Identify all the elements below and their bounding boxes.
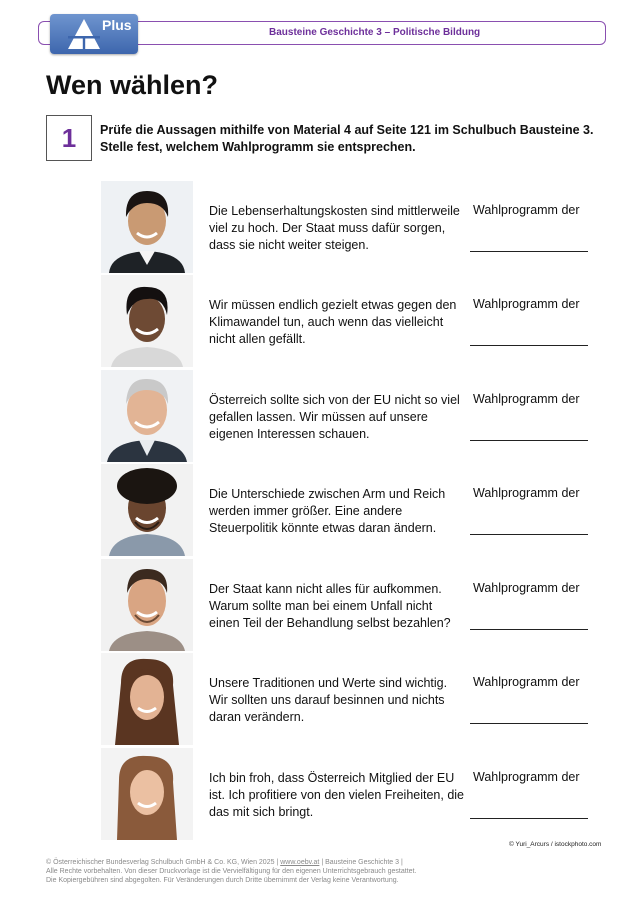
statement-row: [101, 748, 601, 840]
statement-text: Der Staat kann nicht alles für aufkommen. Warum sollte man bei einem Unfall nicht einen Teil der Behandlung selbst bezahlen?: [209, 582, 451, 630]
person-photo: [101, 748, 193, 840]
answer-blank-line[interactable]: [470, 629, 588, 630]
statement-text: Ich bin froh, dass Österreich Mitglied der EU ist. Ich profitiere von den vielen Freiheiten, die das mit sich bringt.: [209, 771, 464, 819]
footer-line-1-end: | Bausteine Geschichte 3 |: [319, 859, 403, 866]
answer-blank-line[interactable]: [470, 345, 588, 346]
statement-text: Wir müssen endlich gezielt etwas gegen den Klimawandel tun, auch wenn das vielleicht nicht allen gefällt.: [209, 298, 457, 346]
task-instruction: Prüfe die Aussagen mithilfe von Material 4 auf Seite 121 im Schulbuch Bausteine 3. Stelle fest, welchem Wahlprogramm sie entsprechen.: [100, 123, 594, 154]
statement-text: Österreich sollte sich von der EU nicht so viel gefallen lassen. Wir müssen auf unsere eigenen Interessen schauen.: [209, 393, 460, 441]
answer-blank-line[interactable]: [470, 440, 588, 441]
person-portrait-icon: [101, 275, 193, 367]
answer-label: Wahlprogramm der: [473, 486, 580, 500]
answer-label: Wahlprogramm der: [473, 203, 580, 217]
statement-row: [101, 370, 601, 462]
task-number-box: [46, 115, 92, 161]
person-photo: [101, 181, 193, 273]
answer-label: Wahlprogramm der: [473, 675, 580, 689]
answer-label: Wahlprogramm der: [473, 581, 580, 595]
statement-text: Unsere Traditionen und Werte sind wichtig. Wir sollten uns darauf besinnen und nichts daran verändern.: [209, 676, 448, 724]
task-number: 1: [61, 122, 77, 153]
publisher-website-link[interactable]: www.oebv.at: [280, 859, 320, 866]
answer-label: Wahlprogramm der: [473, 392, 580, 406]
answer-blank-line[interactable]: [470, 818, 588, 819]
copyright-footer: [46, 858, 466, 885]
logo-text: Plus: [102, 17, 132, 33]
statement-text: Die Unterschiede zwischen Arm und Reich werden immer größer. Eine andere Steuerpolitik könnte etwas daran ändern.: [209, 487, 446, 535]
person-photo: [101, 370, 193, 462]
person-photo: [101, 653, 193, 745]
footer-line-2: Alle Rechte vorbehalten. Von dieser Druckvorlage ist die Vervielfältigung für den eigenen Unterrichtsgebrauch gestattet.: [46, 868, 417, 875]
person-photo: [101, 275, 193, 367]
person-portrait-icon: [101, 464, 193, 556]
statement-row: [101, 275, 601, 367]
pyramid-icon: [66, 17, 102, 51]
person-photo: [101, 464, 193, 556]
person-portrait-icon: [101, 559, 193, 651]
statement-row: [101, 653, 601, 745]
answer-label: Wahlprogramm der: [473, 770, 580, 784]
publisher-logo: [50, 14, 138, 54]
photo-credit: © Yuri_Arcurs / istockphoto.com: [509, 841, 602, 848]
page-title: Wen wählen?: [46, 70, 219, 100]
person-photo: [101, 559, 193, 651]
answer-blank-line[interactable]: [470, 534, 588, 535]
answer-blank-line[interactable]: [470, 251, 588, 252]
person-portrait-icon: [101, 181, 193, 273]
answer-blank-line[interactable]: [470, 723, 588, 724]
person-portrait-icon: [101, 653, 193, 745]
statement-text: Die Lebenserhaltungskosten sind mittlerweile viel zu hoch. Der Staat muss dafür sorgen, dass sie nicht weiter steigen.: [209, 204, 460, 252]
statement-row: [101, 559, 601, 651]
statement-row: [101, 181, 601, 273]
person-portrait-icon: [101, 748, 193, 840]
answer-label: Wahlprogramm der: [473, 297, 580, 311]
footer-line-3: Die Kopiergebühren sind abgegolten. Für Veränderungen durch Dritte übernimmt der Verlag keine Verantwortung.: [46, 877, 399, 884]
person-portrait-icon: [101, 370, 193, 462]
statement-row: [101, 464, 601, 556]
header-title: Bausteine Geschichte 3 – Politische Bildung: [269, 27, 481, 38]
footer-line-1-start: © Österreichischer Bundesverlag Schulbuch GmbH & Co. KG, Wien 2025 |: [46, 859, 281, 866]
footer-line-1: [46, 858, 466, 867]
